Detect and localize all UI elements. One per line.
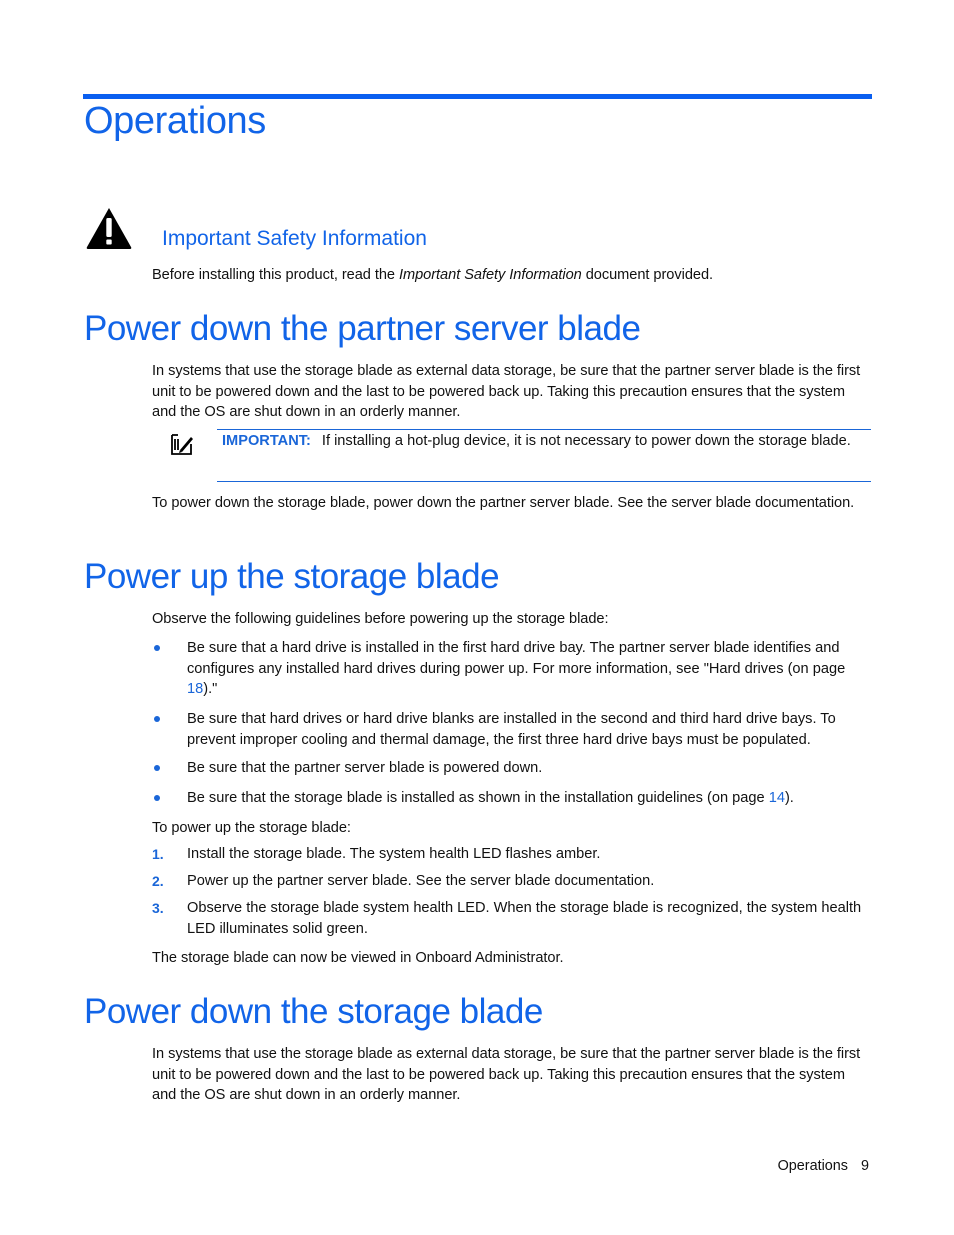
footer-chapter: Operations (777, 1158, 848, 1174)
bullet-item: Be sure that hard drives or hard drive blanks are installed in the second and third hard drive bays. To prevent improper cooling and thermal damage, the first three hard drive bays must be populated. (152, 709, 872, 750)
section3-intro: In systems that use the storage blade as external data storage, be sure that the partner server blade is the first unit to be powered down and the last to be powered back up. Taking this precaution ensures that the system and the OS are shut down in an orderly manner. (152, 1046, 861, 1103)
safety-doc-title: Important Safety Information (399, 267, 582, 283)
important-note (222, 433, 851, 449)
step-number: 1. (152, 846, 164, 862)
steps-intro: To power up the storage blade: (152, 820, 351, 836)
page-link-14[interactable]: 14 (768, 790, 785, 806)
bullet-icon (154, 716, 160, 722)
page-footer (778, 1158, 869, 1174)
chapter-title: Operations (84, 100, 266, 142)
bullet-item: Be sure that the partner server blade is powered down. (152, 758, 872, 779)
step-item: 1. Install the storage blade. The system health LED flashes amber. (152, 844, 872, 865)
section-title-power-down-storage: Power down the storage blade (84, 992, 543, 1031)
chapter-top-rule (83, 94, 872, 99)
bullet-icon (154, 795, 160, 801)
step-number: 3. (152, 900, 164, 916)
safety-paragraph: Before installing this product, read the Important Safety Information document provided. (152, 267, 714, 283)
bullet-icon (154, 645, 160, 651)
important-note-icon (170, 432, 194, 456)
section-title-power-up: Power up the storage blade (84, 557, 500, 596)
warning-triangle-icon (85, 206, 133, 250)
step-number: 2. (152, 873, 164, 889)
safety-heading: Important Safety Information (162, 227, 427, 250)
section2-intro: Observe the following guidelines before powering up the storage blade: (152, 611, 609, 627)
bullet-item: Be sure that a hard drive is installed in the first hard drive bay. The partner server blade identifies and configures any installed hard drives during power up. For more information, see "Hard drives (on page 18)." (152, 638, 872, 700)
page-number: 9 (860, 1158, 869, 1174)
section1-closing: To power down the storage blade, power down the partner server blade. See the server blade documentation. (152, 495, 855, 511)
section1-intro: In systems that use the storage blade as external data storage, be sure that the partner server blade is the first unit to be powered down and the last to be powered back up. Taking this precaution ensures that the system and the OS are shut down in an orderly manner. (152, 363, 861, 420)
important-text: If installing a hot-plug device, it is not necessary to power down the storage blade. (321, 433, 851, 449)
important-label: IMPORTANT: (222, 433, 311, 449)
bullet-item: Be sure that the storage blade is installed as shown in the installation guidelines (on page 14). (152, 788, 872, 809)
step-item: 2. Power up the partner server blade. See the server blade documentation. (152, 871, 872, 892)
bullet-icon (154, 765, 160, 771)
page-link-18[interactable]: 18 (187, 681, 204, 697)
step-item: 3. Observe the storage blade system health LED. When the storage blade is recognized, the system health LED illuminates solid green. (152, 900, 862, 937)
section-title-power-down-partner: Power down the partner server blade (84, 309, 641, 348)
section2-closing: The storage blade can now be viewed in Onboard Administrator. (152, 950, 564, 966)
